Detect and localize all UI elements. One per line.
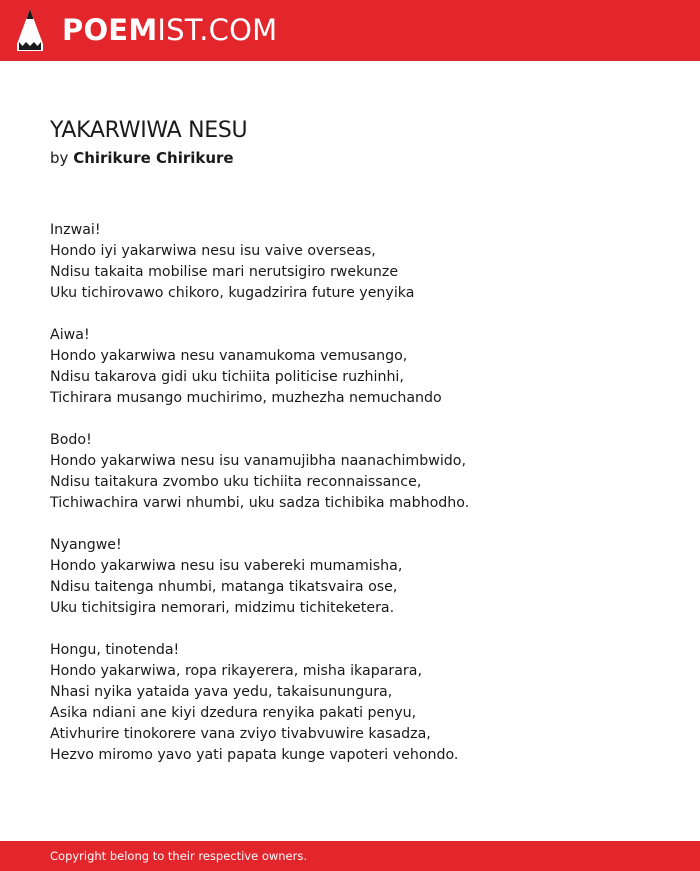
poem-line: Asika ndiani ane kiyi dzedura renyika pakati penyu,	[50, 705, 417, 721]
poem-stanza	[50, 535, 650, 619]
copyright-notice: Copyright belong to their respective owners.	[50, 849, 308, 863]
poem-title: YAKARWIWA NESU	[50, 118, 248, 143]
poem-line: Hondo yakarwiwa, ropa rikayerera, misha ikaparara,	[50, 663, 422, 679]
poem-line: Uku tichitsigira nemorari, midzimu tichiteketera.	[50, 600, 395, 616]
poem-line: Tichirara musango muchirimo, muzhezha nemuchando	[50, 390, 442, 406]
by-label: by	[50, 149, 69, 167]
poem-line: Hondo yakarwiwa nesu isu vabereki mumamisha,	[50, 558, 403, 574]
poem-line: Nhasi nyika yataida yava yedu, takaisunungura,	[50, 684, 393, 700]
poem-body	[50, 220, 650, 787]
poem-line: Ndisu taitenga nhumbi, matanga tikatsvaira ose,	[50, 579, 398, 595]
poem-line: Hezvo miromo yavo yati papata kunge vapoteri vehondo.	[50, 747, 459, 763]
poem-line: Inzwai!	[50, 222, 101, 238]
poem-stanza	[50, 220, 650, 304]
author-name: Chirikure Chirikure	[73, 149, 234, 167]
poem-line: Hongu, tinotenda!	[50, 642, 180, 658]
poem-line: Uku tichirovawo chikoro, kugadzirira future yenyika	[50, 285, 415, 301]
poem-line: Nyangwe!	[50, 537, 122, 553]
poem-line: Tichiwachira varwi nhumbi, uku sadza tichibika mabhodho.	[50, 495, 470, 511]
poem-line: Ndisu takarova gidi uku tichiita politicise ruzhinhi,	[50, 369, 404, 385]
poem-stanza	[50, 325, 650, 409]
brand-bold: POEM	[62, 13, 158, 47]
poem-stanza	[50, 640, 650, 766]
poem-line: Ativhurire tinokorere vana zviyo tivabvuwire kasadza,	[50, 726, 431, 742]
poem-byline	[50, 149, 234, 167]
poem-line: Hondo yakarwiwa nesu vanamukoma vemusango,	[50, 348, 408, 364]
poem-stanza	[50, 430, 650, 514]
site-footer	[0, 841, 700, 871]
poem-line: Hondo yakarwiwa nesu isu vanamujibha naanachimbwido,	[50, 453, 466, 469]
poem-line: Bodo!	[50, 432, 92, 448]
brand-light: IST.COM	[157, 13, 278, 47]
poem-line: Ndisu taitakura zvombo uku tichiita reconnaissance,	[50, 474, 422, 490]
site-logo-text[interactable]	[62, 13, 277, 47]
site-header	[0, 0, 700, 61]
pencil-tip-icon[interactable]	[16, 8, 44, 52]
poem-line: Aiwa!	[50, 327, 90, 343]
poem-line: Hondo iyi yakarwiwa nesu isu vaive overseas,	[50, 243, 376, 259]
poem-line: Ndisu takaita mobilise mari nerutsigiro rwekunze	[50, 264, 399, 280]
